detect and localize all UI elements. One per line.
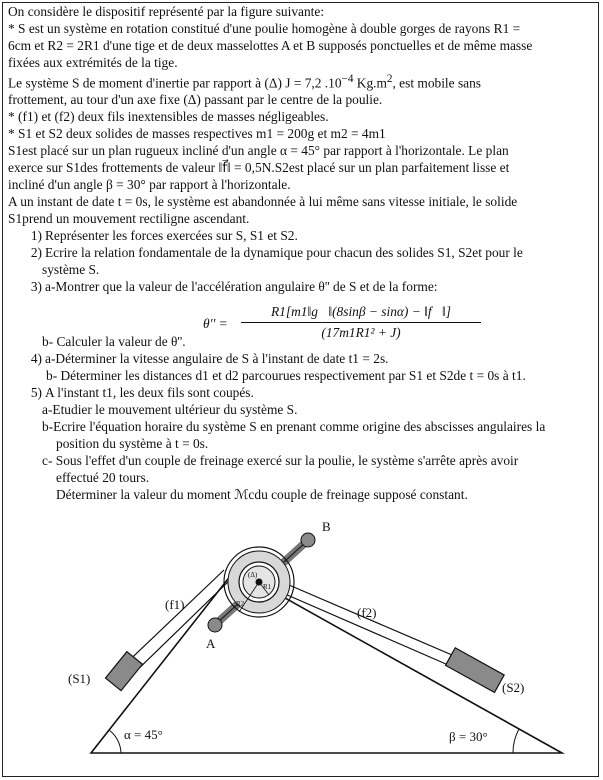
formula-fraction <box>241 304 481 341</box>
system-s-line1: * S est un système en rotation constitué d'une poulie homogène à double gorges de rayons R1 = <box>8 21 521 36</box>
label-f2: (f2) <box>357 605 377 620</box>
mass-a <box>208 618 222 632</box>
label-s1: (S1) <box>68 671 91 686</box>
start-line2: S1prend un mouvement rectiligne ascendant. <box>8 211 250 227</box>
system-s-line3: fixées aux extrémités de la tige. <box>8 55 178 70</box>
question-3a: 3) a-Montrer que la valeur de l'accélération angulaire θ'' de S et de la forme: <box>30 279 438 295</box>
plane-line2: exerce sur S1des frottements de valeur ‖f⃗‖ = 0,5N.S2est placé sur un plan parfaitement lisse et <box>8 160 510 176</box>
question-5c-line2: effectué 20 tours. <box>56 470 150 486</box>
formula-denominator: (17m1R1² + J) <box>321 325 401 340</box>
exercise-page <box>2 2 599 777</box>
inclined-planes <box>91 570 562 753</box>
label-a: A <box>206 636 216 651</box>
system-s-line2: 6cm et R2 = 2R1 d'une tige et de deux masselottes A et B supposés ponctuelles et de même masse <box>8 38 533 53</box>
question-4b: b- Déterminer les distances d1 et d2 parcourues respectivement par S1 et S2de t = 0s à t1. <box>46 368 526 384</box>
plane-line1: S1est placé sur un plan rugueux incliné d'un angle α = 45° par rapport à l'horizontale. Le plan <box>8 143 509 159</box>
threads-line: * (f1) et (f2) deux fils inextensibles de masses négligeables. <box>8 109 329 125</box>
exercise-text <box>8 3 596 503</box>
plane-line3: incliné d'un angle β = 30° par rapport à l'horizontale. <box>8 177 291 193</box>
label-s2: (S2) <box>502 680 525 695</box>
label-f1: (f1) <box>165 597 185 612</box>
solids-line: * S1 et S2 deux solides de masses respectives m1 = 200g et m2 = 4m1 <box>8 126 386 142</box>
question-2-line2: système S. <box>42 262 100 278</box>
formula-lhs: θ'' = <box>203 316 228 331</box>
label-alpha: α = 45° <box>124 727 163 742</box>
intro: On considère le dispositif représenté par la figure suivante: <box>8 4 325 19</box>
question-2-line1: 2) Ecrire la relation fondamentale de la dynamique pour chacun des solides S1, S2et pour le <box>30 245 523 261</box>
mass-b <box>301 533 315 547</box>
alpha-angle-arc <box>109 730 121 753</box>
inertia-line2: frottement, au tour d'un axe fixe (Δ) passant par le centre de la poulie. <box>8 92 383 108</box>
formula-numerator: R1[m1‖g⃗‖(8sinβ − sinα) − ‖f⃗‖] <box>241 304 481 323</box>
solid-s2 <box>446 648 505 693</box>
question-5c-line1: c- Sous l'effet d'un couple de freinage exercé sur la poulie, le système s'arrête après avoir <box>42 453 519 469</box>
question-5d: Déterminer la valeur du moment ℳcdu couple de freinage supposé constant. <box>56 487 468 503</box>
label-axis: (Δ) <box>248 571 258 579</box>
label-r2: R2 <box>236 600 245 608</box>
solid-s1 <box>105 652 142 691</box>
beta-angle-arc <box>513 729 519 753</box>
inertia-line1: Le système S de moment d'inertie par rapport à (Δ) J = 7,2 $.10^{-4}$ $Kg.m^2$, est mobile sans <box>8 73 482 91</box>
question-3b: b- Calculer la valeur de θ''. <box>42 334 186 350</box>
question-1: 1) Représenter les forces exercées sur S, S1 et S2. <box>30 228 298 244</box>
question-5a: a-Etudier le mouvement ultérieur du système S. <box>42 402 298 418</box>
label-beta: β = 30° <box>449 729 488 744</box>
question-5b-line1: b-Ecrire l'équation horaire du système S en prenant comme origine des abscisses angulaires la <box>42 419 546 435</box>
question-5: 5) A l'instant t1, les deux fils sont coupés. <box>30 385 254 401</box>
question-4a: 4) a-Déterminer la vitesse angulaire de S à l'instant de date t1 = 2s. <box>30 351 389 367</box>
label-b: B <box>322 519 331 534</box>
pulley-figure <box>3 513 598 775</box>
label-r1: R1 <box>263 583 272 591</box>
start-line1: A un instant de date t = 0s, le système est abandonnée à lui même sans vitesse initiale, le solide <box>8 194 518 210</box>
question-5b-line2: position du système à t = 0s. <box>56 436 209 452</box>
